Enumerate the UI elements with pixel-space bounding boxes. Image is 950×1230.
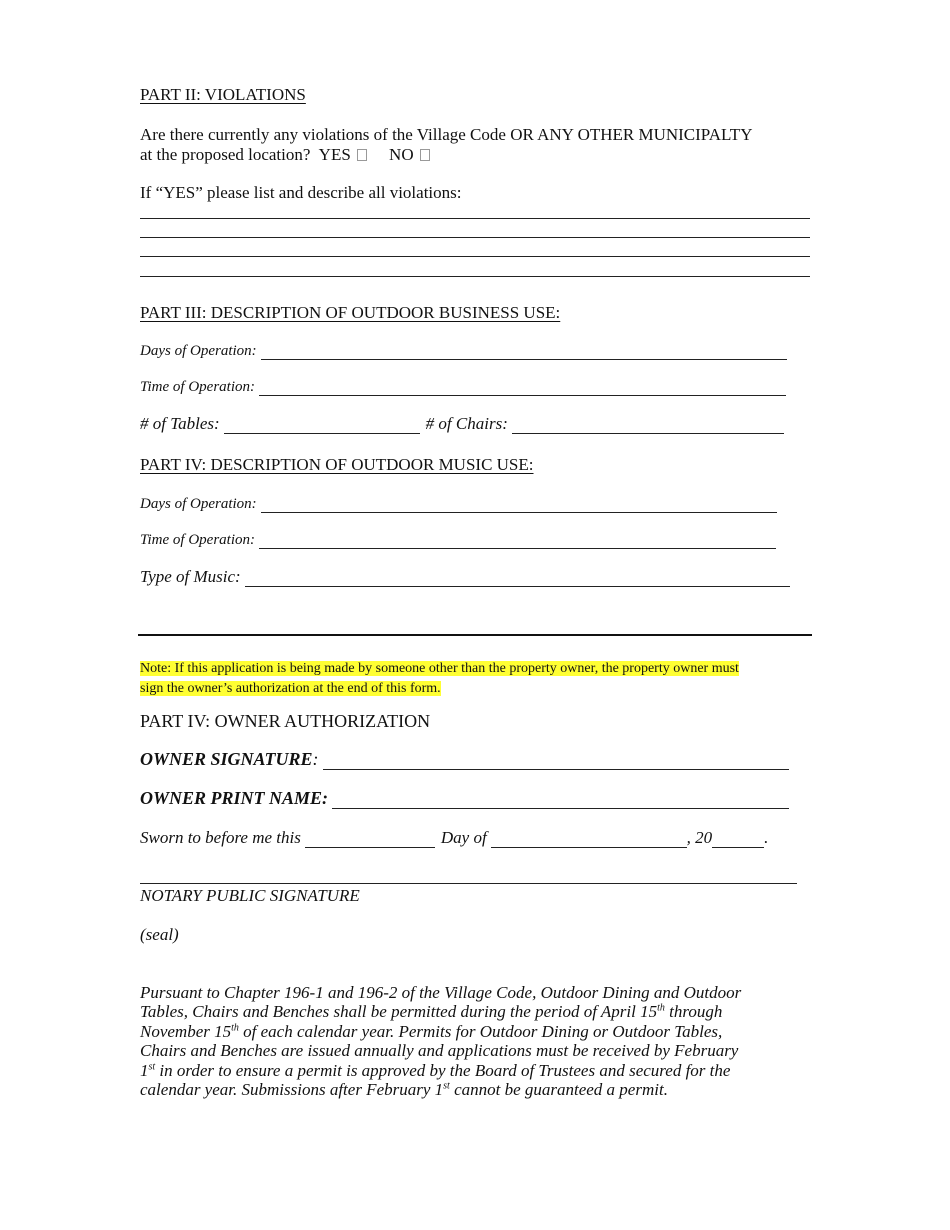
business-days-field[interactable] <box>261 343 787 360</box>
footer-line-5a: 1 <box>140 1060 149 1080</box>
violations-line-1[interactable] <box>140 218 810 219</box>
music-time-row <box>140 532 776 549</box>
music-days-field[interactable] <box>261 496 777 513</box>
footer-line-2-sup: th <box>657 1002 665 1014</box>
violations-question-text: at the proposed location? <box>140 145 311 164</box>
footer-line-5b: in order to ensure a permit is approved by the Board of Trustees and secured for the <box>155 1060 731 1080</box>
no-checkbox[interactable] <box>420 149 430 161</box>
footer-line-6 <box>140 1080 741 1099</box>
violations-question-line1: Are there currently any violations of the Village Code OR ANY OTHER MUNICIPALTY <box>140 125 753 144</box>
footer-line-2 <box>140 1002 741 1021</box>
owner-signature-field[interactable] <box>323 753 789 770</box>
part-ii-heading: PART II: VIOLATIONS <box>140 85 306 104</box>
footer-line-1: Pursuant to Chapter 196-1 and 196-2 of the Village Code, Outdoor Dining and Outdoor <box>140 983 742 1002</box>
music-days-row <box>140 496 777 513</box>
seal-label: (seal) <box>140 925 179 944</box>
permit-period-paragraph <box>140 983 741 1099</box>
music-time-field[interactable] <box>259 532 776 549</box>
violations-question-line2 <box>140 145 430 165</box>
year-prefix-label: , 20 <box>686 828 713 847</box>
violations-line-3[interactable] <box>140 256 810 257</box>
sworn-day-field[interactable] <box>305 831 435 848</box>
owner-signature-row <box>140 749 789 770</box>
yes-checkbox[interactable] <box>357 149 367 161</box>
music-time-label: Time of Operation: <box>140 532 255 548</box>
footer-line-6b: cannot be guaranteed a permit. <box>449 1080 668 1100</box>
business-time-field[interactable] <box>259 379 786 396</box>
footer-line-6-sup: st <box>443 1080 450 1092</box>
violations-list-prompt: If “YES” please list and describe all violations: <box>140 183 462 202</box>
violations-line-2[interactable] <box>140 237 810 238</box>
tables-field[interactable] <box>224 417 420 434</box>
footer-line-5 <box>140 1061 741 1080</box>
business-time-row <box>140 379 786 396</box>
footer-line-2a: Tables, Chairs and Benches shall be permitted during the period of April 15 <box>140 1002 658 1022</box>
owner-print-name-row <box>140 788 789 809</box>
sworn-month-field[interactable] <box>491 831 687 848</box>
tables-label: # of Tables: <box>140 414 220 433</box>
sworn-row <box>140 828 768 848</box>
violations-line-4[interactable] <box>140 276 810 277</box>
section-divider <box>138 634 812 636</box>
footer-line-4: Chairs and Benches are issued annually and applications must be received by February <box>140 1041 739 1061</box>
notary-signature-line[interactable] <box>140 883 797 884</box>
sworn-period: . <box>764 828 769 847</box>
footer-line-3-sup: th <box>231 1022 239 1034</box>
owner-print-name-label: OWNER PRINT NAME: <box>140 788 329 808</box>
footer-line-2b: through <box>664 1002 723 1022</box>
footer-line-6a: calendar year. Submissions after February 1 <box>140 1080 444 1100</box>
part-iv-music-heading: PART IV: DESCRIPTION OF OUTDOOR MUSIC USE: <box>140 455 534 474</box>
music-type-field[interactable] <box>245 570 790 587</box>
notary-label: NOTARY PUBLIC SIGNATURE <box>140 886 360 905</box>
footer-line-5-sup: st <box>148 1060 156 1072</box>
day-of-label: Day of <box>440 828 487 847</box>
note-line-2: sign the owner’s authorization at the end of this form. <box>140 681 441 696</box>
chairs-field[interactable] <box>512 417 784 434</box>
owner-note <box>140 657 739 697</box>
yes-label: YES <box>318 145 351 164</box>
owner-signature-colon: : <box>312 749 319 769</box>
part-iv-owner-heading: PART IV: OWNER AUTHORIZATION <box>140 711 431 731</box>
tables-chairs-row <box>140 414 784 434</box>
business-days-label: Days of Operation: <box>140 343 257 359</box>
footer-line-3 <box>140 1022 741 1041</box>
owner-signature-label: OWNER SIGNATURE <box>140 749 313 769</box>
note-line-1: Note: If this application is being made by someone other than the property owner, the property owner must <box>140 661 739 676</box>
footer-line-3b: of each calendar year. Permits for Outdoor Dining or Outdoor Tables, <box>238 1021 723 1041</box>
footer-line-3a: November 15 <box>140 1021 232 1041</box>
sworn-label: Sworn to before me this <box>140 828 301 847</box>
music-days-label: Days of Operation: <box>140 496 257 512</box>
sworn-year-field[interactable] <box>712 831 764 848</box>
music-type-row <box>140 567 790 587</box>
owner-print-name-field[interactable] <box>332 792 789 809</box>
chairs-label: # of Chairs: <box>425 414 508 433</box>
music-type-label: Type of Music: <box>140 567 241 586</box>
part-iii-heading: PART III: DESCRIPTION OF OUTDOOR BUSINESS USE: <box>140 303 561 322</box>
no-label: NO <box>389 145 414 164</box>
business-days-row <box>140 343 787 360</box>
business-time-label: Time of Operation: <box>140 379 255 395</box>
